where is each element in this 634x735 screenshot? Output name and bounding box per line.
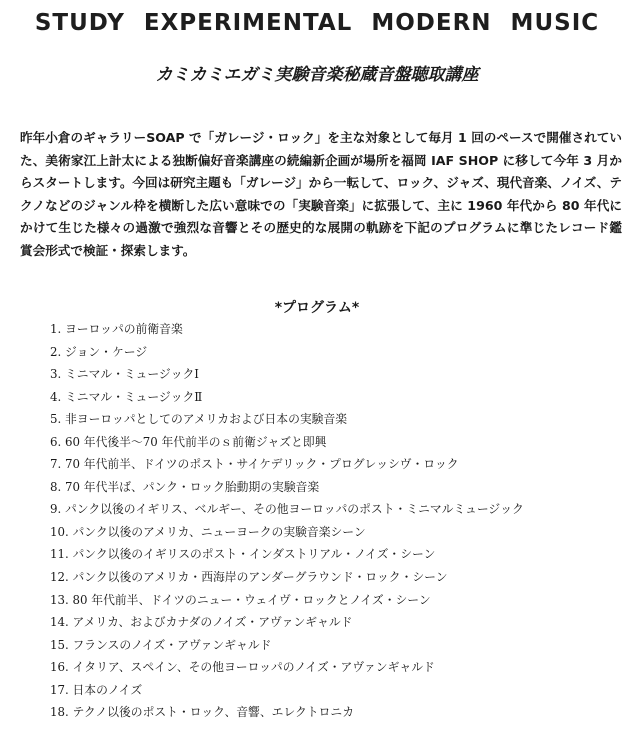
intro-paragraph: 昨年小倉のギャラリーSOAP で「ガレージ・ロック」を主な対象として毎月 1 回のペースで開催されていた、美術家江上計太による独断偏好音楽講座の続編新企画が場所を福岡 IAF SHOP に移して今年 3 月からスタートします。今回は研究主題も「ガレージ」から一転して、ロック、ジャズ、現代音楽、ノイズ、テクノなどのジャンル枠を横断した広い意味での「実験音楽」に拡張して、主に 1960 年代から 80 年代にかけて生じた様々の過激で強烈な音響とその歴史的な展開の軌跡を下記のプログラムに準じたレコード鑑賞会形式で検証・探索します。 <box>20 130 622 258</box>
program-item: 9. パンク以後のイギリス、ベルギー、その他ヨーロッパのポスト・ミニマルミュージック <box>50 502 524 517</box>
program-item: 18. テクノ以後のポスト・ロック、音響、エレクトロニカ <box>50 705 354 720</box>
program-item: 1. ヨーロッパの前衛音楽 <box>50 322 183 336</box>
program-item: 3. ミニマル・ミュージックⅠ <box>50 367 199 382</box>
program-item: 11. パンク以後のイギリスのポスト・インダストリアル・ノイズ・シーン <box>50 547 436 562</box>
program-item: 5. 非ヨーロッパとしてのアメリカおよび日本の実験音楽 <box>50 412 348 427</box>
program-item: 17. 日本のノイズ <box>50 682 143 697</box>
page-subtitle: カミカミエガミ実験音楽秘蔵音盤聴取講座 <box>155 65 479 85</box>
program-item: 4. ミニマル・ミュージックⅡ <box>50 389 203 404</box>
page-title: STUDY EXPERIMENTAL MODERN MUSIC <box>34 10 600 36</box>
program-item: 8. 70 年代半ば、パンク・ロック胎動期の実験音楽 <box>50 479 320 494</box>
program-item: 13. 80 年代前半、ドイツのニュー・ウェイヴ・ロックとノイズ・シーン <box>50 592 431 607</box>
program-item: 7. 70 年代前半、ドイツのポスト・サイケデリック・プログレッシヴ・ロック <box>50 457 459 472</box>
program-item: 16. イタリア、スペイン、その他ヨーロッパのノイズ・アヴァンギャルド <box>50 660 435 675</box>
program-item: 2. ジョン・ケージ <box>50 344 148 359</box>
program-heading: *プログラム* <box>274 300 360 316</box>
program-item: 12. パンク以後のアメリカ・西海岸のアンダーグラウンド・ロック・シーン <box>50 570 448 585</box>
program-item: 14. アメリカ、およびカナダのノイズ・アヴァンギャルド <box>50 615 353 630</box>
program-item: 10. パンク以後のアメリカ、ニューヨークの実験音楽シーン <box>50 524 366 539</box>
program-item: 15. フランスのノイズ・アヴァンギャルド <box>50 637 272 652</box>
program-item: 6. 60 年代後半〜70 年代前半のｓ前衛ジャズと即興 <box>50 434 327 449</box>
program-list <box>50 318 610 724</box>
